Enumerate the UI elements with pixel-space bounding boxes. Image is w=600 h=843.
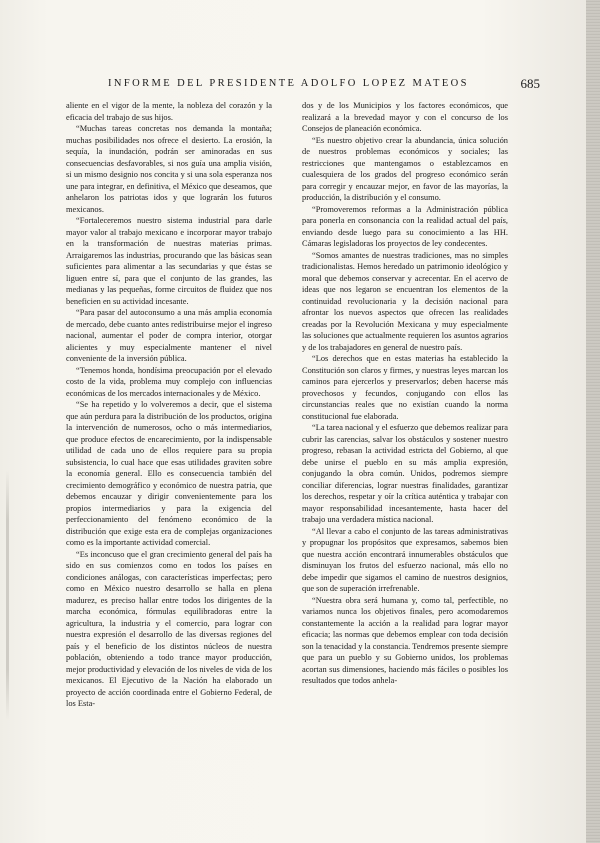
paragraph: “Se ha repetido y lo volveremos a decir, que el sistema que aún perdura para la distribución de los productos, origina la intervención de numerosos, ocho o más intermediarios, que produce efectos de encarecimiento, por la indispensable utilidad de cada uno de ellos requiere para su propia subsistencia, lo cual hace que esas utilidades graviten sobre la economía general. Ello es consecuencia también del crecimiento demográfico y económico de nuestra patria, que debemos encauzar y dirigir convenientemente para los propios intermediarios y para la exigencia del perfeccionamiento del fenómeno económico de la distribución que exige esta era de complejas organizaciones como es la importante actividad comercial. [66,400,272,547]
paragraph: “Nuestra obra será humana y, como tal, perfectible, no variamos nunca los objetivos finales, pero acomodaremos constantemente la acción a la realidad para lograr mayor eficacia; las normas que debemos emplear con toda decisión son la tenacidad y la constancia. Tendremos presente siempre que para un pueblo y su Gobierno unidos, los problemas acortan sus dimensiones, haciendo más fáciles o posibles los resultados que todos anhela- [302,595,508,685]
right-column [302,100,508,687]
paragraph: “Fortaleceremos nuestro sistema industrial para darle mayor valor al trabajo mexicano e incorporar mayor trabajo en la transformación de nuestras materias primas. Arraigaremos las industrias, procurando que las básicas sean suficientes para alimentar a las secundarias y que éstas se liguen entre sí, para que el conjunto de las grandes, las medianas y las pequeñas, forme circuitos de fluidez que nos beneficien en su actividad incesante. [66,216,272,306]
running-head: INFORME DEL PRESIDENTE ADOLFO LOPEZ MATEOS [108,78,469,89]
paragraph: aliente en el vigor de la mente, la nobleza del corazón y la eficacia del trabajo de sus hijos. [66,101,272,122]
paragraph: “Promoveremos reformas a la Administración pública para ponerla en consonancia con la realidad actual del país, enviando desde luego para su conocimiento a las HH. Cámaras legisladoras los proyectos de ley condecentes. [302,204,508,248]
paragraph: “La tarea nacional y el esfuerzo que debemos realizar para cubrir las carencias, salvar los obstáculos y sostener nuestro progreso, rebasan la actividad estricta del Gobierno, al que debe unirse el pueblo en su más amplia expresión, conjugando la obra común. Unidos, podremos siempre conciliar diferencias, lograr nuestras finalidades, garantizar los derechos, respetar y oír la crítica auténtica y trabajar con mayor responsabilidad incesantemente, hasta hacer del trabajo una verdadera mística nacional. [302,423,508,524]
left-column [66,100,272,710]
paragraph: “Es nuestro objetivo crear la abundancia, única solución de nuestros problemas económicos y sociales; las restricciones que mantengamos o establezcamos en cualesquiera de los grados del progreso económico serán para corregir y encauzar mejor, en favor de las mayorías, la producción, la distribución y el consumo. [302,135,508,202]
paragraph: dos y de los Municipios y los factores económicos, que realizará a la brevedad mayor y con el concurso de los Consejos de planeación económica. [302,101,508,133]
page-header [108,78,540,94]
paragraph: “Tenemos honda, hondísima preocupación por el elevado costo de la vida, problema muy complejo con influencias económicas de los mercados internacionales y de México. [66,365,272,398]
paragraph: “Al llevar a cabo el conjunto de las tareas administrativas y propugnar los propósitos que expresamos, sabemos bien que nuestra acción encontrará innumerables obstáculos que disminuyan los frutos del esfuerzo nacional, más ello no debe impedir que sigamos el camino de nuestros designios, que son de superación irrefrenable. [302,526,508,593]
scan-crease [6,470,9,720]
paragraph: “Es inconcuso que el gran crecimiento general del país ha sido en sus comienzos como en todos los países en condiciones análogas, con características imperfectas; pero como en México nuestro desarrollo se halla en plena madurez, es preciso hallar entre todos los dirigentes de la marcha económica, fórmulas equilibradoras entre la agricultura, la industria y el comercio, para lograr con nuestra expresión el desarrollo de las diversas regiones del país y el beneficio de los distintos núcleos de nuestra población, obteniendo a todo trance mayor producción, mejor productividad y elevación de los niveles de vida de los mexicanos. El Ejecutivo de la Nación ha elaborado un proyecto de acción coordinada entre el Gobierno Federal, de los Esta- [66,549,272,708]
paragraph: “Muchas tareas concretas nos demanda la montaña; muchas posibilidades nos ofrece el desierto. La erosión, la sequía, la inundación, podrán ser aminoradas en sus consecuencias desfavorables, si nos guía una amplia visión, si un mismo designio nos concita y si una sola esperanza nos une para integrar, en definitiva, el México que deseamos, que anhelaron los patriotas idos y que lograrán los futuros mexicanos. [66,124,272,214]
paragraph: “Los derechos que en estas materias ha establecido la Constitución son claros y firmes, y nuestras leyes marcan los caminos para ejercerlos y preservarlos; deben hacerse más provechosos y fecundos, conjugando con ellos las circunstancias reales que no existían cuando la norma constitucional fue elaborada. [302,354,508,421]
paragraph: “Somos amantes de nuestras tradiciones, mas no simples tradicionalistas. Hemos heredado un patrimonio ideológico y moral que debemos conservar y acrecentar. En el acervo de ideas que nos legaron se encuentran los elementos de la continuidad revolucionaria y la decisión nacional para afrontar los nuevos aspectos que ofrecen las realidades creadas por la Revolución Mexicana y muy especialmente las soluciones que actualmente requieren los asuntos agrarios y de los trabajadores en general de nuestro país. [302,250,508,352]
paragraph: “Para pasar del autoconsumo a una más amplia economía de mercado, debe cuanto antes redistribuirse mejor el ingreso nacional, aumentar el poder de compra interior, otorgar alicientes y muy especialmente mantener el nivel conveniente de la inversión pública. [66,308,272,363]
page-edge-shadow [586,0,600,843]
page-number: 685 [520,76,540,91]
